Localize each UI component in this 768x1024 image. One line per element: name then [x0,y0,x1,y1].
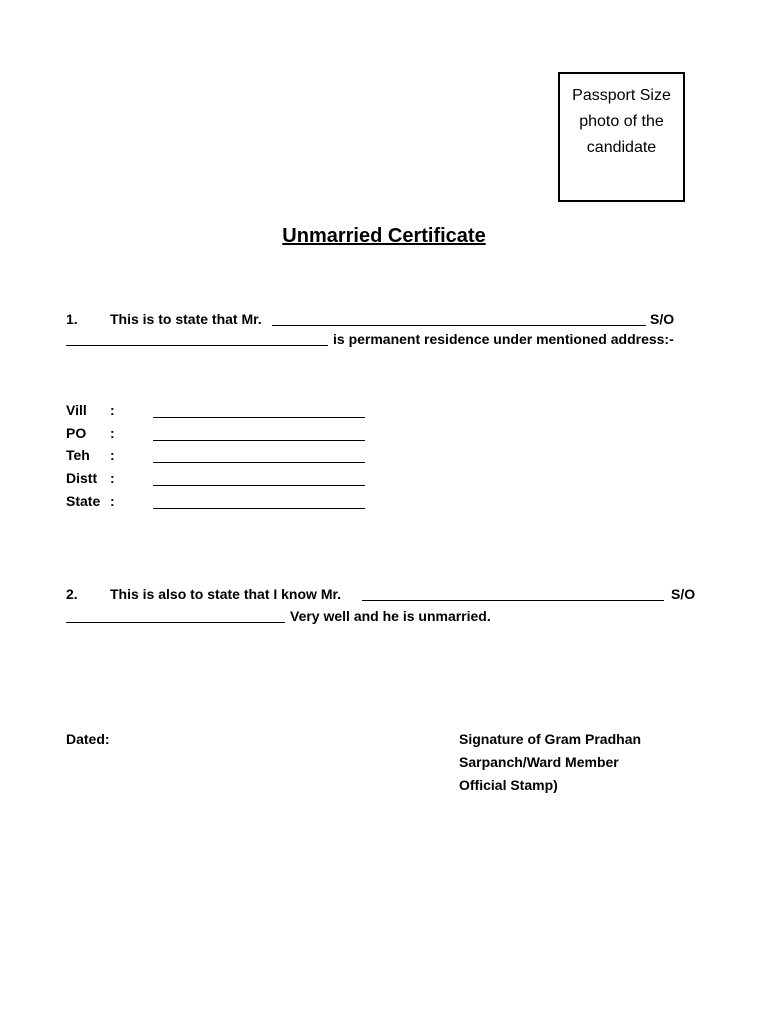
signature-line-1: Signature of Gram Pradhan [459,731,642,747]
signature-line-2: Sarpanch/Ward Member [459,754,619,770]
para1-text-start: This is to state that Mr. [110,311,262,327]
field-row-teh [0,447,768,469]
photo-box-line-1: Passport Size [572,87,671,104]
field-label-state: State [66,493,101,509]
para2-text-start: This is also to state that I know Mr. [110,586,342,602]
field-blank-po [153,440,365,441]
field-blank-teh [153,462,365,463]
dated-label: Dated: [66,731,110,747]
field-colon: : [110,447,115,463]
para1-name-blank [272,311,646,326]
field-colon: : [110,425,115,441]
field-row-distt [0,470,768,492]
para1-so-label: S/O [650,311,675,327]
field-row-po [0,425,768,447]
field-colon: : [110,402,115,418]
para1-text-end: is permanent residence under mentioned address:- [333,331,674,347]
field-label-teh: Teh [66,447,90,463]
para2-father-blank [66,608,285,623]
document-title: Unmarried Certificate [282,225,486,247]
para2-so-label: S/O [671,586,696,602]
photo-box-line-3: candidate [586,139,657,156]
field-colon: : [110,493,115,509]
para2-name-blank [362,586,664,601]
field-label-po: PO [66,425,87,441]
field-blank-distt [153,485,365,486]
field-blank-vill [153,417,365,418]
field-label-vill: Vill [66,402,87,418]
photo-box-line-2: photo of the [579,113,664,130]
field-row-state [0,493,768,515]
para2-number: 2. [66,586,78,602]
para1-number: 1. [66,311,78,327]
field-colon: : [110,470,115,486]
field-label-distt: Distt [66,470,98,486]
field-row-vill [0,402,768,424]
signature-line-3: Official Stamp) [459,777,558,793]
field-blank-state [153,508,365,509]
passport-photo-box [558,72,685,202]
para1-father-blank [66,331,328,346]
para2-text-end: Very well and he is unmarried. [290,608,491,624]
